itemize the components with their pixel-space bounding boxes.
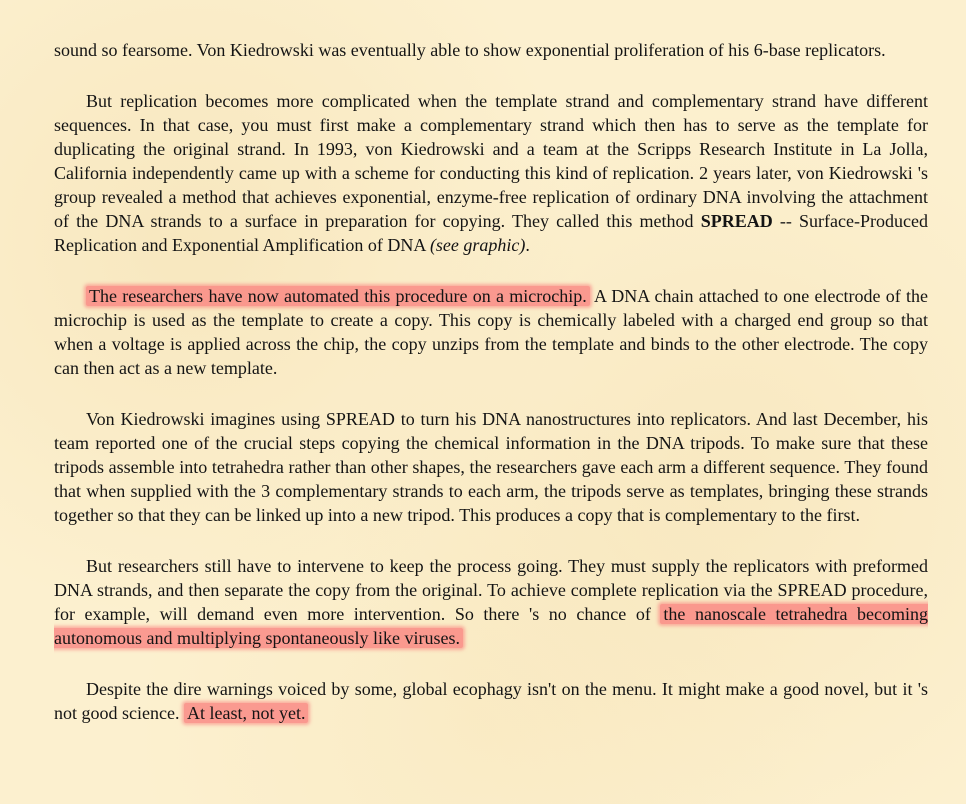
paragraph-5-text: But researchers still have to intervene to keep the process going. They must supply the replicators with preformed DNA strands, and then separate the copy from the original. To achieve complete replication via the SPREAD procedure, for example, will demand even more intervention. So there 's no chance of (54, 556, 928, 624)
paragraph-2-text-a: But replication becomes more complicated when the template strand and complementary strand have different sequences. In that case, you must first make a complementary strand which then has to serve as the template for duplicating the original strand. In 1993, von Kiedrowski and a team at the Scripps Research Institute in La Jolla, California independently came up with a scheme for conducting this kind of replication. 2 years later, von Kiedrowski 's group revealed a method that achieves exponential, enzyme-free replication of ordinary DNA involving the attachment of the DNA strands to a surface in preparation for copying. They called this method (54, 91, 928, 231)
paragraph-2-text-c: . (525, 235, 530, 255)
paragraph-3 (54, 284, 928, 380)
spread-term: SPREAD (700, 211, 773, 231)
paragraph-6-text: Despite the dire warnings voiced by some, global ecophagy isn't on the menu. It might make a good novel, but it 's not good science. (54, 679, 928, 723)
paragraph-2 (54, 89, 928, 257)
paragraph-3-text: A DNA chain attached to one electrode of the microchip is used as the template to create a copy. This copy is chemically labeled with a charged end group so that when a voltage is applied across the chip, the copy unzips from the template and binds to the other electrode. The copy can then act as a new template. (54, 286, 928, 378)
highlight-microchip: The researchers have now automated this procedure on a microchip. (86, 286, 590, 306)
paragraph-1-text: sound so fearsome. Von Kiedrowski was eventually able to show exponential proliferation of his 6-base replicators. (54, 40, 886, 60)
paragraph-1 (54, 38, 928, 62)
paragraph-4-text: Von Kiedrowski imagines using SPREAD to turn his DNA nanostructures into replicators. And last December, his team reported one of the crucial steps copying the chemical information in the DNA tripods. To make sure that these tripods assemble into tetrahedra rather than other shapes, the researchers gave each arm a different sequence. They found that when supplied with the 3 complementary strands to each arm, the tripods serve as templates, bringing these strands together so that they can be linked up into a new tripod. This produces a copy that is complementary to the first. (54, 409, 928, 525)
paragraph-4 (54, 407, 928, 527)
paragraph-2-text-b: -- Surface-Produced Replication and Exponential Amplification of DNA (54, 211, 928, 255)
highlight-not-yet: At least, not yet. (184, 703, 308, 723)
paragraph-6 (54, 677, 928, 725)
paragraph-5 (54, 554, 928, 650)
article-body (54, 38, 928, 752)
highlight-tetrahedra: the nanoscale tetrahedra becoming autonomous and multiplying spontaneously like viruses. (54, 604, 928, 648)
see-graphic-link: (see graphic) (429, 235, 526, 255)
